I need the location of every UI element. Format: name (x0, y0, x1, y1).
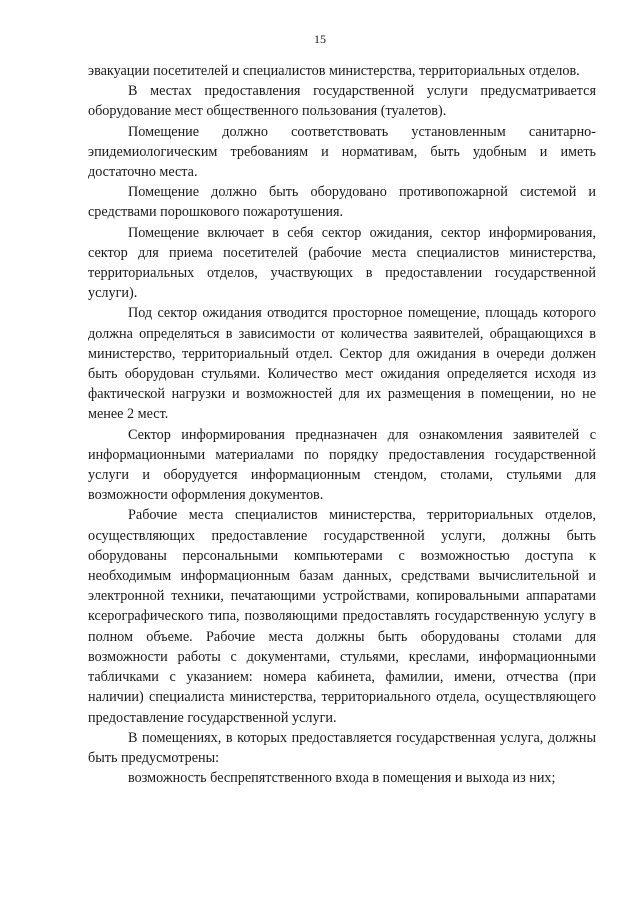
paragraph-fire-protection: Помещение должно быть оборудовано противопожарной системой и средствами порошкового пожаротушения. (88, 184, 596, 221)
paragraph-premises-provisions: В помещениях, в которых предоставляется государственная услуга, должны быть предусмотрены: (88, 729, 596, 766)
paragraph-free-access: возможность беспрепятственного входа в помещения и выхода из них; (128, 770, 556, 787)
paragraph-evacuation: эвакуации посетителей и специалистов министерства, территориальных отделов. (88, 63, 580, 79)
paragraph-information-sector: Сектор информирования предназначен для ознакомления заявителей с информационными материалами по порядку предоставления государственной услуги и оборудуется информационным стендом, столами, стульями для возможности оформления документов. (88, 426, 596, 504)
paragraph-sectors: Помещение включает в себя сектор ожидания, сектор информирования, сектор для приема посетителей (рабочие места специалистов министерства, территориальных отделов, участвующих в предоставлении государственной услуги). (88, 224, 596, 302)
paragraph-workplaces: Рабочие места специалистов министерства, территориальных отделов, осуществляющих предоставление государственной услуги, должны быть оборудованы персональными компьютерами с возможностью доступа к необходимым информационным базам данных, средствами вычислительной и электронной техники, печатающими устройствами, копировальными аппаратами ксерографического типа, позволяющими предоставлять государственную услугу в полном объеме. Рабочие места должны быть оборудованы столами для возможности работы с документами, стульями, креслами, информационными табличками с указанием: номера кабинета, фамилии, имени, отчества (при наличии) специалиста министерства, территориального отдела, осуществляющего предоставление государственной услуги. (88, 507, 596, 726)
document-body (88, 61, 596, 788)
paragraph-waiting-sector: Под сектор ожидания отводится просторное помещение, площадь которого должна определяться в зависимости от количества заявителей, обращающихся в министерство, территориальный отдел. Сектор для ожидания в очереди должен быть оборудован стульями. Количество мест ожидания определяется исходя из фактической нагрузки и возможностей для их размещения в помещении, но не менее 2 мест. (88, 305, 596, 423)
paragraph-sanitary-requirements: Помещение должно соответствовать установленным санитарно-эпидемиологическим требованиям и нормативам, быть удобным и иметь достаточно места. (88, 123, 596, 181)
paragraph-public-facilities: В местах предоставления государственной услуги предусматривается оборудование мест общественного пользования (туалетов). (88, 83, 596, 120)
page-number: 15 (314, 32, 326, 46)
